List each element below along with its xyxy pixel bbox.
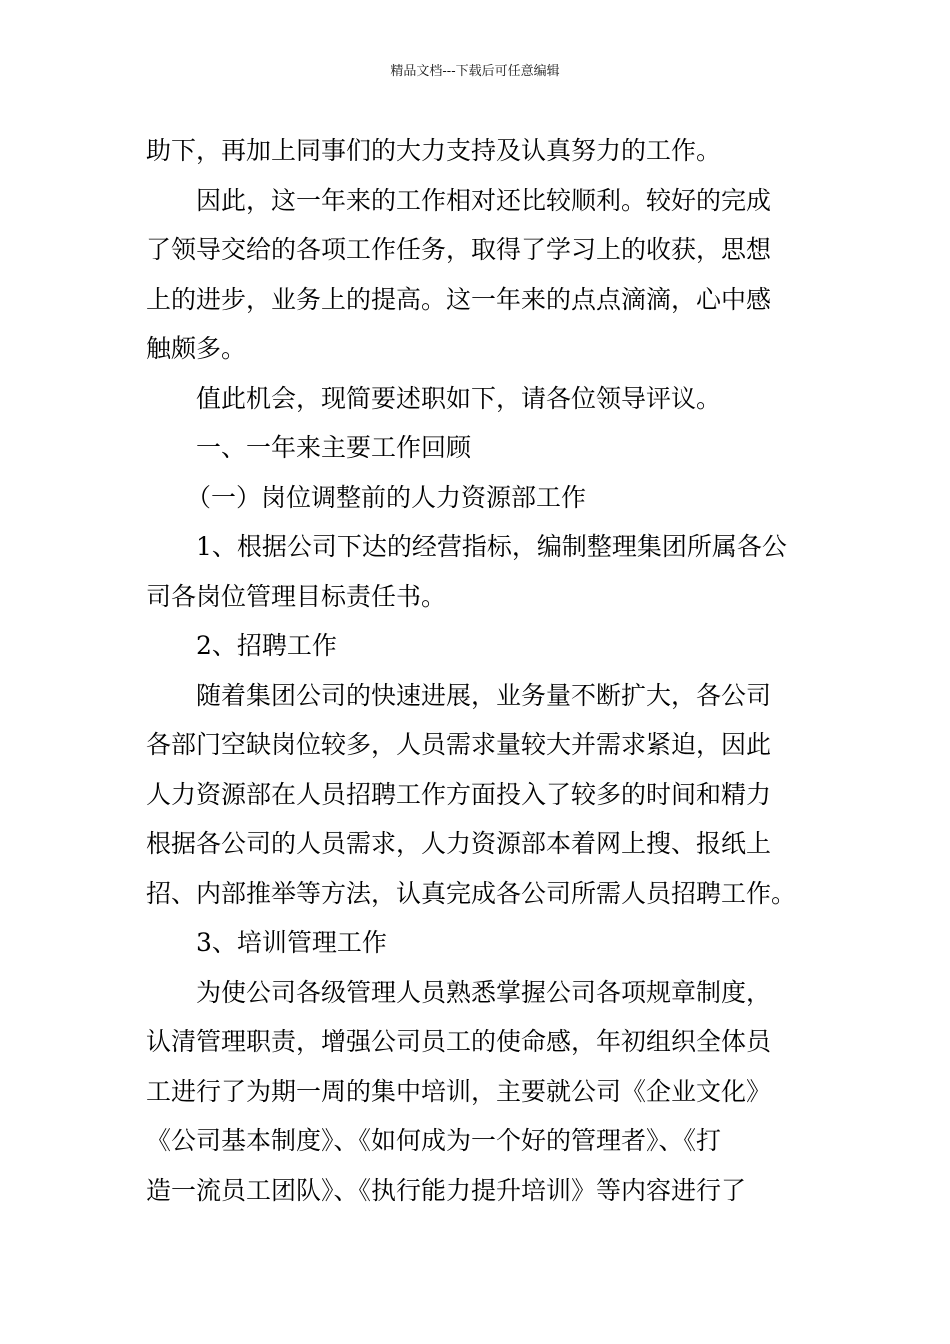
body-line: 根据各公司的人员需求，人力资源部本着网上搜、报纸上	[146, 829, 772, 858]
body-line: 触颇多。	[146, 334, 247, 363]
body-line: 认清管理职责，增强公司员工的使命感，年初组织全体员	[146, 1027, 772, 1056]
body-line: 人力资源部在人员招聘工作方面投入了较多的时间和精力	[146, 779, 772, 809]
section-heading: 一、一年来主要工作回顾	[196, 433, 472, 462]
page-header: 精品文档---下载后可任意编辑	[390, 64, 560, 79]
body-line: 工进行了为期一周的集中培训，主要就公司《企业文化》	[146, 1076, 772, 1106]
item-heading: 2、招聘工作	[196, 631, 337, 660]
body-line: 各部门空缺岗位较多，人员需求量较大并需求紧迫，因此	[146, 730, 772, 759]
body-line: 助下，再加上同事们的大力支持及认真努力的工作。	[146, 136, 722, 165]
body-line: 《公司基本制度》、《如何成为一个好的管理者》、《打	[146, 1126, 722, 1155]
paragraph-line: 值此机会，现简要述职如下，请各位领导评议。	[196, 383, 722, 413]
paragraph-line: 因此，这一年来的工作相对还比较顺利。较好的完成	[196, 185, 772, 215]
paragraph-line: 随着集团公司的快速进展，业务量不断扩大，各公司	[196, 680, 772, 710]
body-line: 了领导交给的各项工作任务，取得了学习上的收获，思想	[146, 235, 772, 264]
body-line: 上的进步，业务上的提高。这一年来的点点滴滴，心中感	[146, 284, 772, 314]
body-line: 造一流员工团队》、《执行能力提升培训》等内容进行了	[146, 1175, 747, 1205]
body-line: 司各岗位管理目标责任书。	[146, 581, 447, 611]
item-heading: 3、培训管理工作	[196, 928, 387, 957]
list-item: 1、根据公司下达的经营指标，编制整理集团所属各公	[196, 532, 787, 561]
subsection-heading: （一）岗位调整前的人力资源部工作	[186, 482, 587, 512]
paragraph-line: 为使公司各级管理人员熟悉掌握公司各项规章制度，	[196, 977, 772, 1007]
document-body	[146, 126, 806, 1215]
body-line: 招、内部推举等方法，认真完成各公司所需人员招聘工作。	[146, 878, 797, 908]
